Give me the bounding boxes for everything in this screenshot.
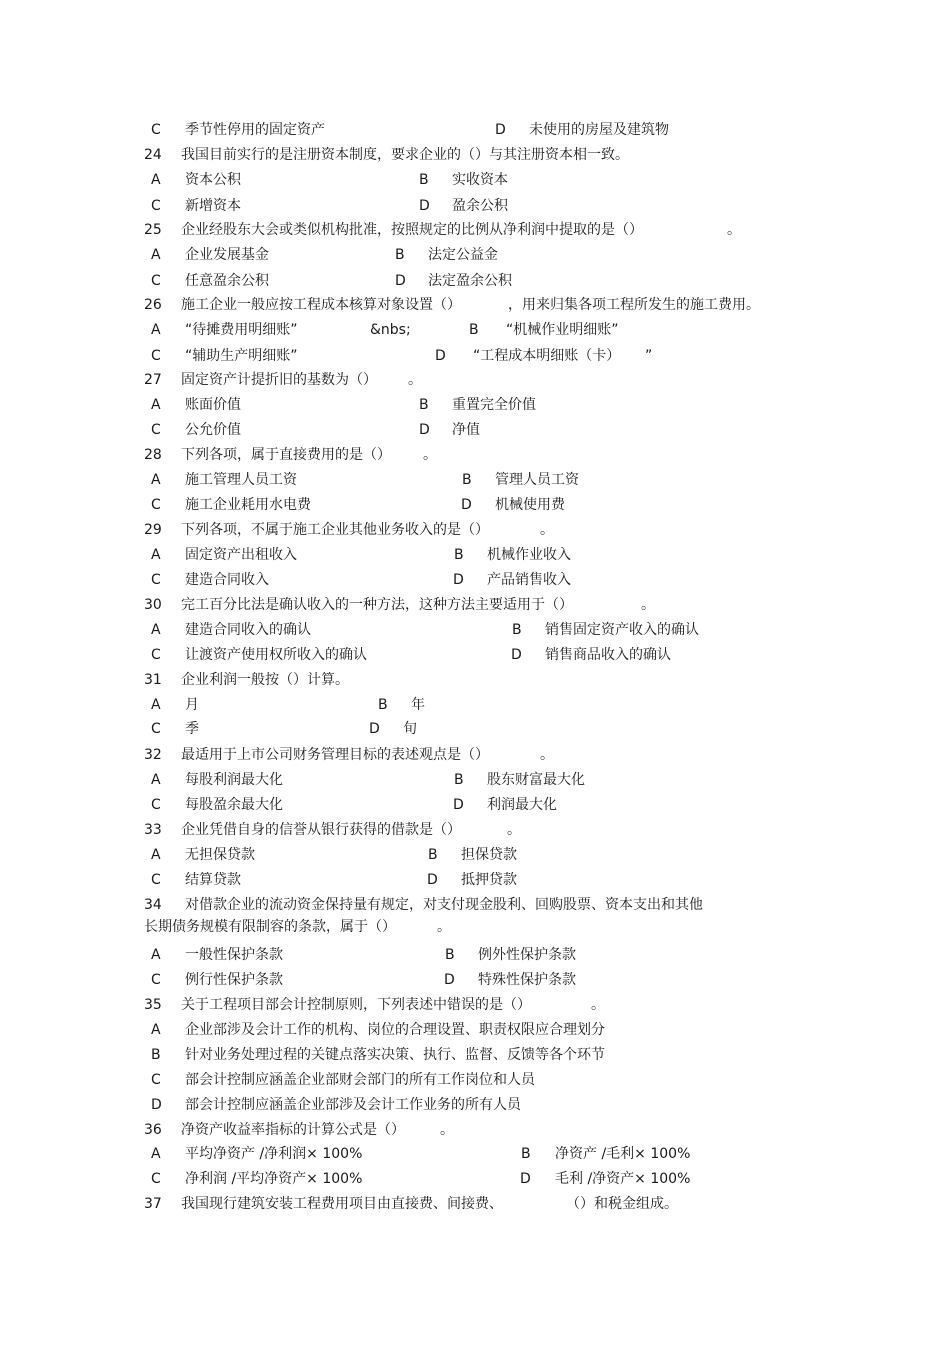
question-text: 企业凭借自身的信誉从银行获得的借款是（） (181, 822, 461, 838)
option-text: 盈余公积 (452, 198, 508, 214)
question-number: 32 (144, 747, 162, 763)
option-text: 重置完全价值 (452, 397, 536, 413)
question-end: 。 (540, 522, 554, 538)
option-letter: B (378, 697, 388, 713)
option-letter: A (151, 622, 161, 638)
option-letter: D (453, 797, 464, 813)
question-text: 下列各项，属于直接费用的是（） (181, 447, 391, 463)
option-text: 固定资产出租收入 (185, 547, 297, 563)
option-letter: C (151, 497, 161, 513)
option-letter: B (469, 322, 479, 338)
option-letter: B (454, 547, 464, 563)
option-text: 法定盈余公积 (428, 273, 512, 289)
question-end: 。 (423, 447, 437, 463)
option-letter: A (151, 772, 161, 788)
question-number: 36 (144, 1122, 162, 1138)
option-text: 月 (185, 697, 199, 713)
question-end: 。 (641, 597, 655, 613)
question-end: ，用来归集各项工程所发生的施工费用。 (508, 297, 760, 313)
question-number: 31 (144, 672, 162, 688)
question-text: 完工百分比法是确认收入的一种方法，这种方法主要适用于（） (181, 597, 573, 613)
option-text: 未使用的房屋及建筑物 (529, 122, 669, 138)
option-text: 企业部涉及会计工作的机构、岗位的合理设置、职责权限应合理划分 (185, 1022, 605, 1038)
option-letter: A (151, 1146, 161, 1162)
option-letter: D (395, 273, 406, 289)
option-text: 施工企业耗用水电费 (185, 497, 311, 513)
question-number: 30 (144, 597, 162, 613)
question-text: 施工企业一般应按工程成本核算对象设置（） (181, 297, 461, 313)
option-text: 每股盈余最大化 (185, 797, 283, 813)
option-text: 销售商品收入的确认 (545, 647, 671, 663)
question-text: 关于工程项目部会计控制原则，下列表述中错误的是（） (181, 997, 531, 1013)
question-number: 28 (144, 447, 162, 463)
option-text: 净利润 /平均净资产× 100% (185, 1171, 363, 1187)
option-text: 资本公积 (185, 172, 241, 188)
question-number: 29 (144, 522, 162, 538)
option-letter: D (495, 122, 506, 138)
option-text: 账面价值 (185, 397, 241, 413)
question-end: （）和税金组成。 (566, 1196, 678, 1212)
option-letter: A (151, 172, 161, 188)
option-letter: B (512, 622, 522, 638)
option-letter: B (419, 397, 429, 413)
option-text: 例行性保护条款 (185, 972, 283, 988)
option-text: 毛利 /净资产× 100% (555, 1171, 691, 1187)
option-text: 机械作业收入 (487, 547, 571, 563)
entity-artifact: &nbs; (370, 322, 411, 338)
option-letter: C (151, 647, 161, 663)
option-text: 销售固定资产收入的确认 (545, 622, 699, 638)
option-letter: C (151, 198, 161, 214)
option-letter: C (151, 872, 161, 888)
option-text: 管理人员工资 (495, 472, 579, 488)
option-letter: D (453, 572, 464, 588)
option-text: 让渡资产使用权所收入的确认 (185, 647, 367, 663)
option-text: 任意盈余公积 (185, 273, 269, 289)
option-letter: B (151, 1047, 161, 1063)
option-letter: A (151, 547, 161, 563)
option-text: 部会计控制应涵盖企业部财会部门的所有工作岗位和人员 (185, 1072, 535, 1088)
option-text: 利润最大化 (487, 797, 557, 813)
option-text: 一般性保护条款 (185, 947, 283, 963)
option-text: 建造合同收入的确认 (185, 622, 311, 638)
option-text: 净资产 /毛利× 100% (555, 1146, 691, 1162)
question-end: 。 (507, 822, 521, 838)
option-letter: D (369, 721, 380, 737)
option-text: 例外性保护条款 (478, 947, 576, 963)
question-number: 25 (144, 222, 162, 238)
option-text: 建造合同收入 (185, 572, 269, 588)
option-text: 法定公益金 (428, 247, 498, 263)
question-text: 我国目前实行的是注册资本制度，要求企业的（）与其注册资本相一致。 (181, 147, 629, 163)
option-text: 实收资本 (452, 172, 508, 188)
question-number: 26 (144, 297, 162, 313)
option-letter: C (151, 1171, 161, 1187)
option-text: “工程成本明细账（卡） (473, 348, 621, 364)
option-text: 施工管理人员工资 (185, 472, 297, 488)
option-text: 抵押贷款 (461, 872, 517, 888)
option-letter: B (521, 1146, 531, 1162)
question-number: 24 (144, 147, 162, 163)
option-letter: D (435, 348, 446, 364)
question-number: 27 (144, 372, 162, 388)
option-letter: D (427, 872, 438, 888)
option-letter: A (151, 247, 161, 263)
option-letter: B (454, 772, 464, 788)
question-number: 34 (144, 897, 162, 913)
question-text: 下列各项，不属于施工企业其他业务收入的是（） (181, 522, 489, 538)
option-letter: C (151, 273, 161, 289)
option-text: 平均净资产 /净利润× 100% (185, 1146, 363, 1162)
question-text: 我国现行建筑安装工程费用项目由直接费、间接费、 (181, 1196, 503, 1212)
option-letter: D (520, 1171, 531, 1187)
option-text: 每股利润最大化 (185, 772, 283, 788)
option-text: 针对业务处理过程的关键点落实决策、执行、监督、反馈等各个环节 (185, 1047, 605, 1063)
question-text: 长期债务规模有限制容的条款，属于（） (144, 919, 396, 935)
option-text: 机械使用费 (495, 497, 565, 513)
option-letter: A (151, 322, 161, 338)
option-letter: B (445, 947, 455, 963)
option-text: “待摊费用明细账” (185, 322, 298, 338)
option-letter: A (151, 1022, 161, 1038)
question-number: 37 (144, 1196, 162, 1212)
question-text: 净资产收益率指标的计算公式是（） (181, 1122, 405, 1138)
option-letter: C (151, 572, 161, 588)
option-letter: C (151, 1072, 161, 1088)
option-letter: B (428, 847, 438, 863)
option-letter: C (151, 122, 161, 138)
option-text: 季节性停用的固定资产 (185, 122, 325, 138)
question-end: 。 (437, 919, 451, 935)
question-end: 。 (440, 1122, 454, 1138)
option-text: 新增资本 (185, 198, 241, 214)
option-letter: A (151, 947, 161, 963)
question-text: 最适用于上市公司财务管理目标的表述观点是（） (181, 747, 489, 763)
option-text: 特殊性保护条款 (478, 972, 576, 988)
option-text: “机械作业明细账” (506, 322, 619, 338)
option-letter: B (395, 247, 405, 263)
question-number: 35 (144, 997, 162, 1013)
question-text: 对借款企业的流动资金保持量有规定，对支付现金股利、回购股票、资本支出和其他 (185, 897, 703, 913)
option-letter: A (151, 397, 161, 413)
option-text: 年 (411, 697, 425, 713)
option-letter: D (461, 497, 472, 513)
question-end: 。 (408, 372, 422, 388)
question-number: 33 (144, 822, 162, 838)
option-text: 无担保贷款 (185, 847, 255, 863)
question-end: 。 (591, 997, 605, 1013)
option-letter: A (151, 472, 161, 488)
option-text: 季 (185, 721, 199, 737)
question-end: 。 (540, 747, 554, 763)
option-letter: D (511, 647, 522, 663)
option-text: 净值 (452, 422, 480, 438)
option-letter: D (151, 1097, 162, 1113)
question-end: 。 (727, 222, 741, 238)
question-text: 企业利润一般按（）计算。 (181, 672, 349, 688)
option-letter: C (151, 972, 161, 988)
option-text: 产品销售收入 (487, 572, 571, 588)
option-text: 结算贷款 (185, 872, 241, 888)
option-letter: D (419, 198, 430, 214)
option-text-end: ” (645, 348, 653, 364)
option-letter: B (462, 472, 472, 488)
option-letter: A (151, 847, 161, 863)
option-letter: C (151, 721, 161, 737)
question-text: 固定资产计提折旧的基数为（） (181, 372, 377, 388)
option-text: 担保贷款 (461, 847, 517, 863)
option-letter: D (444, 972, 455, 988)
option-letter: C (151, 348, 161, 364)
option-letter: B (419, 172, 429, 188)
option-text: 企业发展基金 (185, 247, 269, 263)
question-text: 企业经股东大会或类似机构批准，按照规定的比例从净利润中提取的是（） (181, 222, 643, 238)
option-letter: C (151, 797, 161, 813)
option-text: 股东财富最大化 (487, 772, 585, 788)
option-letter: D (419, 422, 430, 438)
option-letter: A (151, 697, 161, 713)
option-text: “辅助生产明细账” (185, 348, 298, 364)
option-text: 公允价值 (185, 422, 241, 438)
option-text: 部会计控制应涵盖企业部涉及会计工作业务的所有人员 (185, 1097, 521, 1113)
option-text: 旬 (403, 721, 417, 737)
option-letter: C (151, 422, 161, 438)
